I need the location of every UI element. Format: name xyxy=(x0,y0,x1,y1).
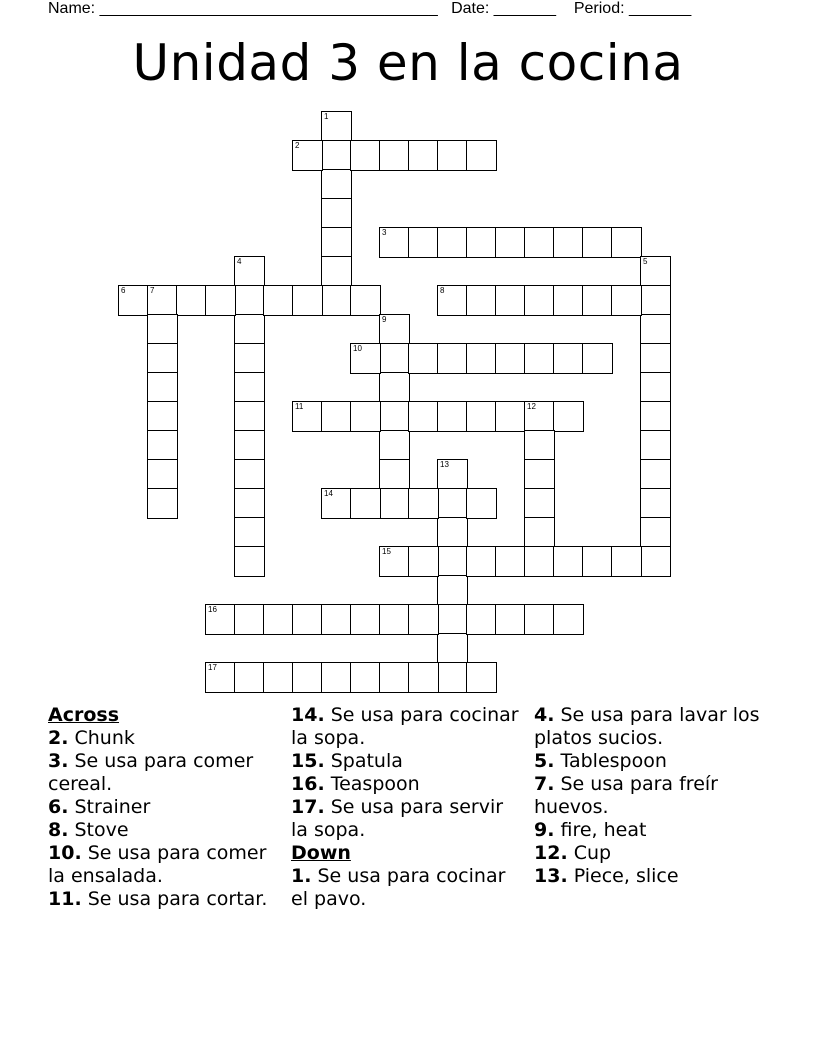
grid-cell[interactable] xyxy=(234,430,265,461)
grid-cell[interactable] xyxy=(408,662,439,693)
grid-cell[interactable] xyxy=(292,140,323,171)
clue-down-9: 9. fire, heat xyxy=(534,819,647,841)
grid-cell[interactable] xyxy=(524,343,555,374)
grid-cell[interactable] xyxy=(292,401,323,432)
clue-across-14: 14. Se usa para cocinar la sopa. xyxy=(291,704,519,749)
date-line[interactable]: _______ xyxy=(493,0,557,17)
down-heading: Down xyxy=(291,842,351,864)
grid-cell[interactable] xyxy=(379,459,410,490)
grid-cell[interactable] xyxy=(321,662,352,693)
grid-cell[interactable] xyxy=(321,256,352,287)
grid-cell[interactable] xyxy=(379,430,410,461)
clue-across-2: 2. Chunk xyxy=(48,727,135,749)
grid-cell[interactable] xyxy=(147,285,178,316)
grid-cell[interactable] xyxy=(466,401,497,432)
grid-cell[interactable] xyxy=(495,343,526,374)
grid-cell[interactable] xyxy=(321,198,352,229)
grid-cell[interactable] xyxy=(495,285,526,316)
grid-cell[interactable] xyxy=(234,662,265,693)
clue-down-5: 5. Tablespoon xyxy=(534,750,667,772)
clue-number: 9 xyxy=(382,315,387,324)
grid-cell[interactable] xyxy=(466,546,497,577)
clue-across-17: 17. Se usa para servir la sopa. xyxy=(291,796,504,841)
clue-number: 17 xyxy=(208,663,217,672)
grid-cell[interactable] xyxy=(466,604,497,635)
grid-cell[interactable] xyxy=(611,285,642,316)
grid-cell[interactable] xyxy=(524,517,555,548)
grid-cell[interactable] xyxy=(524,546,555,577)
across-heading: Across xyxy=(48,704,120,726)
grid-cell[interactable] xyxy=(582,343,613,374)
grid-cell[interactable] xyxy=(292,662,323,693)
grid-cell[interactable] xyxy=(640,430,671,461)
grid-cell[interactable] xyxy=(495,546,526,577)
grid-cell[interactable] xyxy=(437,227,468,258)
grid-cell[interactable] xyxy=(321,488,352,519)
grid-cell[interactable] xyxy=(553,401,584,432)
grid-cell[interactable] xyxy=(466,488,497,519)
grid-cell[interactable] xyxy=(379,401,410,432)
grid-cell[interactable] xyxy=(234,343,265,374)
grid-cell[interactable] xyxy=(640,488,671,519)
grid-cell[interactable] xyxy=(437,488,468,519)
grid-cell[interactable] xyxy=(640,546,671,577)
grid-cell[interactable] xyxy=(234,459,265,490)
grid-cell[interactable] xyxy=(234,256,265,287)
grid-cell[interactable] xyxy=(437,546,468,577)
clue-across-3: 3. Se usa para comer cereal. xyxy=(48,750,254,795)
grid-cell[interactable] xyxy=(205,285,236,316)
clue-number: 8 xyxy=(440,286,445,295)
grid-cell[interactable] xyxy=(234,372,265,403)
clue-down-4: 4. Se usa para lavar los platos sucios. xyxy=(534,704,760,749)
grid-cell[interactable] xyxy=(524,488,555,519)
grid-cell[interactable] xyxy=(437,604,468,635)
grid-cell[interactable] xyxy=(524,459,555,490)
date-label: Date: xyxy=(451,0,490,17)
clue-across-8: 8. Stove xyxy=(48,819,129,841)
grid-cell[interactable] xyxy=(321,227,352,258)
grid-cell[interactable] xyxy=(466,662,497,693)
clue-down-12: 12. Cup xyxy=(534,842,612,864)
clue-number: 13 xyxy=(440,460,449,469)
grid-cell[interactable] xyxy=(118,285,149,316)
clue-number: 4 xyxy=(237,257,242,266)
grid-cell[interactable] xyxy=(379,604,410,635)
grid-cell[interactable] xyxy=(640,459,671,490)
grid-cell[interactable] xyxy=(147,459,178,490)
grid-cell[interactable] xyxy=(437,575,468,606)
clue-number: 16 xyxy=(208,605,217,614)
grid-cell[interactable] xyxy=(437,285,468,316)
clue-number: 12 xyxy=(527,402,536,411)
grid-cell[interactable] xyxy=(379,227,410,258)
grid-cell[interactable] xyxy=(524,430,555,461)
clue-across-10: 10. Se usa para comer la ensalada. xyxy=(48,842,267,887)
grid-cell[interactable] xyxy=(466,285,497,316)
grid-cell[interactable] xyxy=(321,169,352,200)
grid-cell[interactable] xyxy=(408,488,439,519)
clue-number: 6 xyxy=(121,286,126,295)
grid-cell[interactable] xyxy=(408,140,439,171)
grid-cell[interactable] xyxy=(553,343,584,374)
grid-cell[interactable] xyxy=(147,372,178,403)
grid-cell[interactable] xyxy=(408,401,439,432)
grid-cell[interactable] xyxy=(321,285,352,316)
clue-down-7: 7. Se usa para freír huevos. xyxy=(534,773,718,818)
grid-cell[interactable] xyxy=(582,546,613,577)
grid-cell[interactable] xyxy=(582,285,613,316)
grid-cell[interactable] xyxy=(408,546,439,577)
grid-cell[interactable] xyxy=(495,401,526,432)
grid-cell[interactable] xyxy=(147,401,178,432)
grid-cell[interactable] xyxy=(379,488,410,519)
grid-cell[interactable] xyxy=(553,546,584,577)
name-label: Name: xyxy=(48,0,96,17)
worksheet-header xyxy=(48,0,691,18)
grid-cell[interactable] xyxy=(640,285,671,316)
grid-cell[interactable] xyxy=(408,343,439,374)
grid-cell[interactable] xyxy=(466,227,497,258)
grid-cell[interactable] xyxy=(379,372,410,403)
grid-cell[interactable] xyxy=(147,314,178,345)
grid-cell[interactable] xyxy=(524,604,555,635)
grid-cell[interactable] xyxy=(350,140,381,171)
clue-number: 5 xyxy=(643,257,648,266)
clue-number: 11 xyxy=(295,402,304,411)
grid-cell[interactable] xyxy=(176,285,207,316)
clue-number: 3 xyxy=(382,228,387,237)
grid-cell[interactable] xyxy=(640,343,671,374)
clues-column-2 xyxy=(291,704,526,911)
clue-across-11: 11. Se usa para cortar. xyxy=(48,888,268,910)
clues-column-1 xyxy=(48,704,283,911)
page-title: Unidad 3 en la cocina xyxy=(132,34,684,92)
grid-cell[interactable] xyxy=(350,285,381,316)
grid-cell[interactable] xyxy=(553,227,584,258)
grid-cell[interactable] xyxy=(205,662,236,693)
grid-cell[interactable] xyxy=(466,343,497,374)
clue-across-15: 15. Spatula xyxy=(291,750,403,772)
grid-cell[interactable] xyxy=(234,517,265,548)
clue-number: 10 xyxy=(353,344,362,353)
grid-cell[interactable] xyxy=(321,604,352,635)
grid-cell[interactable] xyxy=(321,401,352,432)
grid-cell[interactable] xyxy=(379,662,410,693)
grid-cell[interactable] xyxy=(466,140,497,171)
grid-cell[interactable] xyxy=(553,604,584,635)
clue-down-1: 1. Se usa para cocinar el pavo. xyxy=(291,865,506,910)
grid-cell[interactable] xyxy=(147,343,178,374)
grid-cell[interactable] xyxy=(234,488,265,519)
clue-number: 14 xyxy=(324,489,333,498)
grid-cell[interactable] xyxy=(234,401,265,432)
grid-cell[interactable] xyxy=(234,604,265,635)
grid-cell[interactable] xyxy=(263,604,294,635)
grid-cell[interactable] xyxy=(524,227,555,258)
grid-cell[interactable] xyxy=(321,111,352,142)
grid-cell[interactable] xyxy=(350,604,381,635)
grid-cell[interactable] xyxy=(437,633,468,664)
grid-cell[interactable] xyxy=(263,285,294,316)
clue-across-16: 16. Teaspoon xyxy=(291,773,420,795)
grid-cell[interactable] xyxy=(263,662,294,693)
grid-cell[interactable] xyxy=(408,604,439,635)
grid-cell[interactable] xyxy=(640,256,671,287)
clue-number: 7 xyxy=(150,286,155,295)
clue-across-6: 6. Strainer xyxy=(48,796,151,818)
grid-cell[interactable] xyxy=(437,343,468,374)
grid-cell[interactable] xyxy=(379,343,410,374)
period-label: Period: xyxy=(573,0,625,17)
grid-cell[interactable] xyxy=(524,285,555,316)
grid-cell[interactable] xyxy=(640,517,671,548)
grid-cell[interactable] xyxy=(437,140,468,171)
grid-cell[interactable] xyxy=(205,604,236,635)
grid-cell[interactable] xyxy=(640,314,671,345)
grid-cell[interactable] xyxy=(611,227,642,258)
clue-number: 1 xyxy=(324,112,329,121)
grid-cell[interactable] xyxy=(495,227,526,258)
grid-cell[interactable] xyxy=(582,227,613,258)
grid-cell[interactable] xyxy=(640,372,671,403)
grid-cell[interactable] xyxy=(234,314,265,345)
grid-cell[interactable] xyxy=(379,546,410,577)
grid-cell[interactable] xyxy=(234,546,265,577)
grid-cell[interactable] xyxy=(524,401,555,432)
grid-cell[interactable] xyxy=(408,227,439,258)
grid-cell[interactable] xyxy=(611,546,642,577)
grid-cell[interactable] xyxy=(379,314,410,345)
grid-cell[interactable] xyxy=(437,459,468,490)
grid-cell[interactable] xyxy=(234,285,265,316)
grid-cell[interactable] xyxy=(292,285,323,316)
grid-cell[interactable] xyxy=(495,604,526,635)
grid-cell[interactable] xyxy=(437,401,468,432)
clue-number: 2 xyxy=(295,141,300,150)
name-line[interactable]: ______________________________________ xyxy=(99,0,438,17)
clue-down-13: 13. Piece, slice xyxy=(534,865,679,887)
grid-cell[interactable] xyxy=(379,140,410,171)
period-line[interactable]: _______ xyxy=(629,0,692,17)
grid-cell[interactable] xyxy=(350,343,381,374)
grid-cell[interactable] xyxy=(147,430,178,461)
grid-cell[interactable] xyxy=(553,285,584,316)
grid-cell[interactable] xyxy=(321,140,352,171)
grid-cell[interactable] xyxy=(437,662,468,693)
grid-cell[interactable] xyxy=(640,401,671,432)
grid-cell[interactable] xyxy=(292,604,323,635)
grid-cell[interactable] xyxy=(147,488,178,519)
grid-cell[interactable] xyxy=(350,401,381,432)
clues-column-3 xyxy=(534,704,769,888)
grid-cell[interactable] xyxy=(437,517,468,548)
grid-cell[interactable] xyxy=(350,488,381,519)
grid-cell[interactable] xyxy=(350,662,381,693)
clue-number: 15 xyxy=(382,547,391,556)
